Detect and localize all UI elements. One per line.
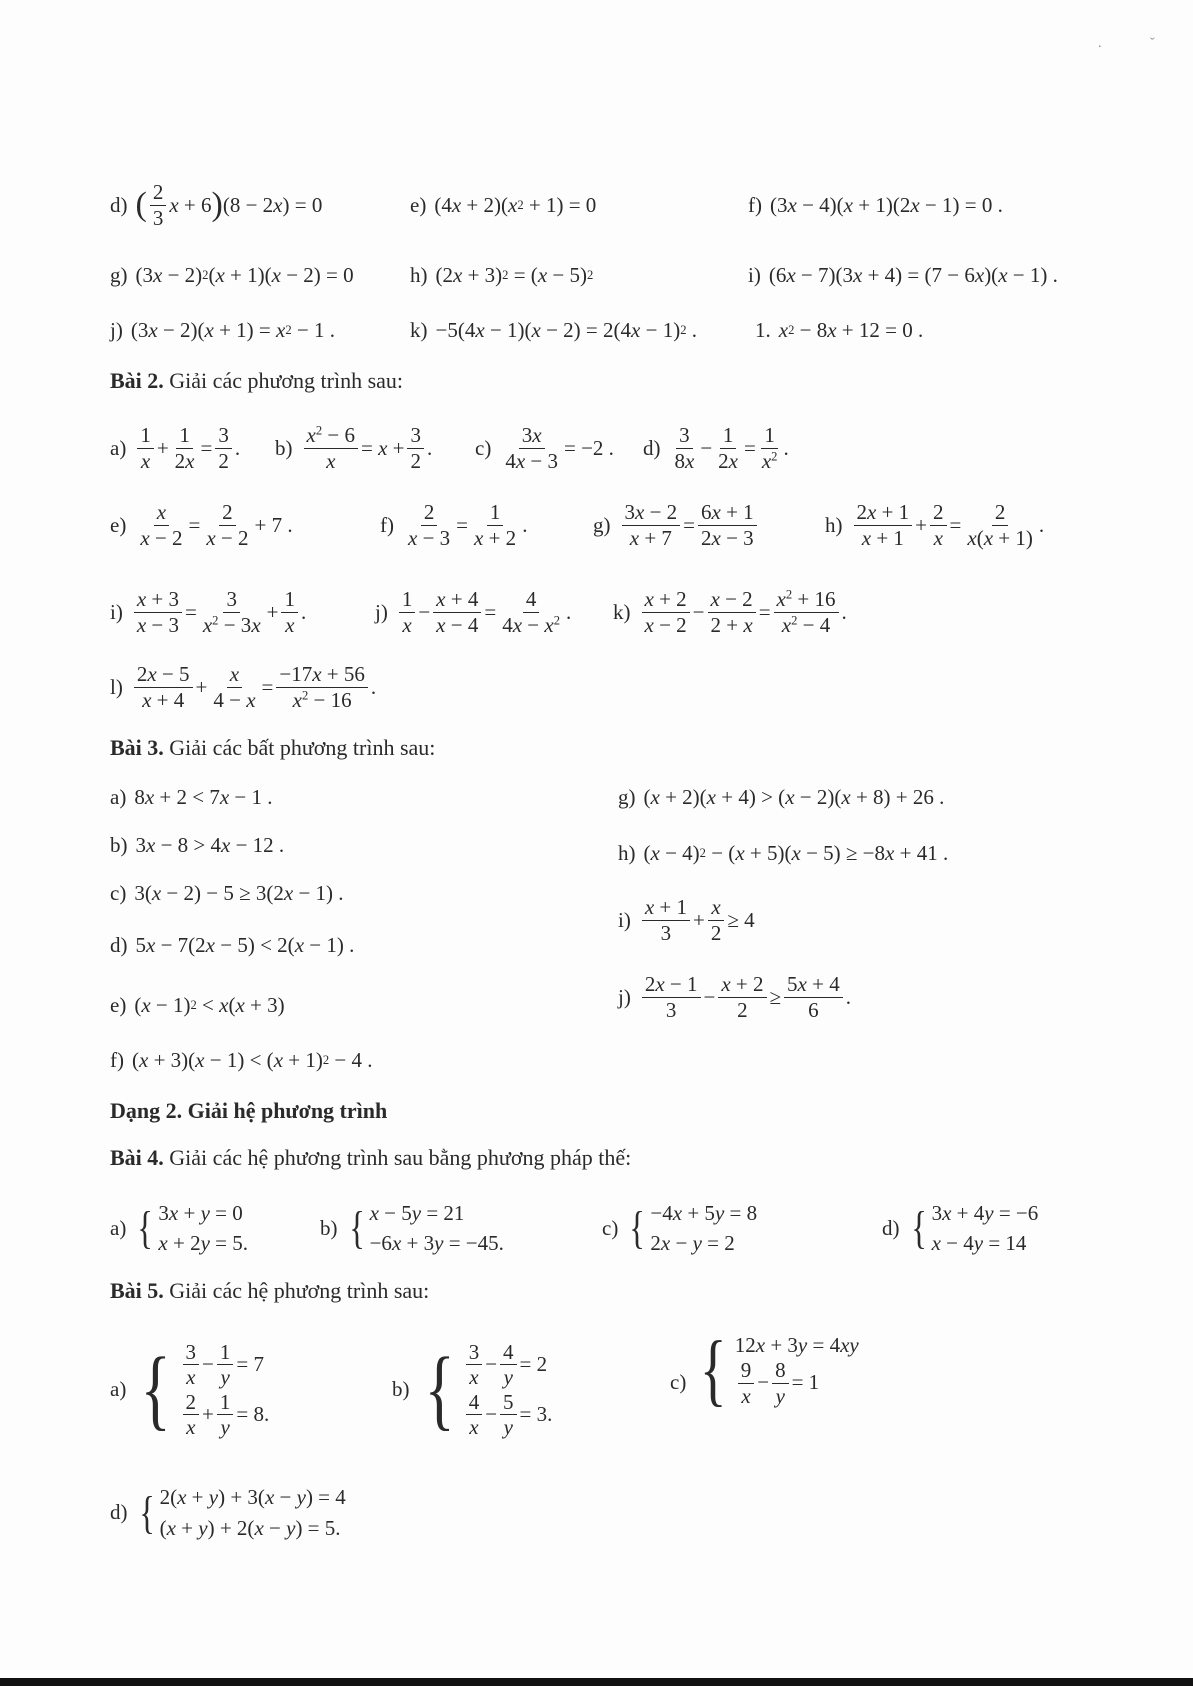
bai3-item-a: a) 8 x + 2 < 7 x − 1 .	[110, 784, 273, 809]
corner-mark-1: .	[1098, 36, 1102, 51]
bai2-item-k: k) $\frac{x + 2}{x - 2}$ − $\frac{x - 2}{2 + x}$ = $\frac{x^2 + 16}{x^2 - 4}$ .	[613, 587, 847, 637]
bai2-item-l: l) $\frac{2x - 5}{x + 4}$ + $\frac{x}{4 - x}$ = $\frac{-17x + 56}{x^2 - 16}$ .	[110, 662, 377, 712]
dang2-heading: Dạng 2. Giải hệ phương trình	[110, 1098, 388, 1123]
bai3-item-j: j) $\frac{2x - 1}{3}$ − $\frac{x + 2}{2}$ ≥ $\frac{5x + 4}{6}$ .	[618, 972, 851, 1022]
bai3-item-i: i) $\frac{x + 1}{3}$ + $\frac{x}{2}$ ≥ 4	[618, 895, 755, 945]
bai2-row-3	[110, 587, 1133, 637]
bai1-item-k: k) −5(4 x − 1)( x − 2) = 2(4 x − 1) 2 .	[410, 317, 697, 342]
bai4-item-c: c) { −4 x + 5 y = 8 2 x − y = 2	[602, 1200, 758, 1255]
bai3-item-d: d) 5 x − 7(2 x − 5) < 2( x − 1) .	[110, 932, 355, 957]
bai1-item-j: j) (3 x − 2)( x + 1) = x 2 − 1 .	[110, 317, 335, 342]
bai4-item-b: b) { x − 5 y = 21 −6 x + 3 y = −45.	[320, 1200, 504, 1255]
bai2-item-a: a) $\frac{1}{x}$ + $\frac{1}{2x}$ = $\frac{3}{2}$ .	[110, 423, 241, 473]
bai5-row-2	[110, 1480, 1133, 1545]
bai3-item-e: e) ( x − 1) 2 < x ( x + 3)	[110, 992, 285, 1017]
bai3-item-c: c) 3( x − 2) − 5 ≥ 3(2 x − 1) .	[110, 880, 344, 905]
bai2-row-2	[110, 500, 1133, 550]
bai2-item-d: d) $\frac{3}{8x}$ − $\frac{1}{2x}$ = $\frac{1}{x^2}$ .	[643, 423, 789, 473]
bai1-item-g: g) (3 x − 2) 2 ( x + 1)( x − 2) = 0	[110, 262, 354, 287]
bai1-item-e: e) (4 x + 2)( x 2 + 1) = 0	[410, 192, 597, 217]
bai2-heading: Bài 2. Giải các phương trình sau:	[110, 368, 404, 393]
bai2-item-i: i) $\frac{x + 3}{x - 3}$ = $\frac{3}{x^2 - 3x}$ + $\frac{1}{x}$ .	[110, 587, 307, 637]
bai1-item-i: i) (6 x − 7)(3 x + 4) = (7 − 6 x )( x − 1) .	[748, 262, 1058, 287]
bai5-heading: Bài 5. Giải các hệ phương trình sau:	[110, 1278, 430, 1303]
bai4-item-a: a) { 3 x + y = 0 x + 2 y = 5.	[110, 1200, 249, 1255]
bai5-item-c: c) { 12 x + 3 y = 4 xy $\frac{9}{x}$ − $\frac{8}{y}$ = 1	[670, 1326, 859, 1414]
bai2-row-4	[110, 662, 1133, 712]
bai2-item-j: j) $\frac{1}{x}$ − $\frac{x + 4}{x - 4}$ = $\frac{4}{4x - x^2}$ .	[375, 587, 572, 637]
bai5-item-d: d) { 2( x + y ) + 3( x − y ) = 4 ( x + y ) + 2( x − y ) = 5.	[110, 1485, 346, 1540]
bai1-item-f: f) (3 x − 4)( x + 1)(2 x − 1) = 0 .	[748, 192, 1003, 217]
bai1-item-l: 1. x 2 − 8 x + 12 = 0 .	[755, 317, 924, 342]
bai3-item-h: h) ( x − 4) 2 − ( x + 5)( x − 5) ≥ −8 x + 41 .	[618, 840, 949, 865]
bai2-item-b: b) $\frac{x^2 - 6}{x}$ = x + $\frac{3}{2}$ .	[275, 423, 433, 473]
bai1-item-h: h) (2 x + 3) 2 = ( x − 5) 2	[410, 262, 594, 287]
corner-mark-2: ˇ	[1150, 36, 1155, 51]
bai2-item-g: g) $\frac{3x - 2}{x + 7}$ = $\frac{6x + 1}{2x - 3}$	[593, 500, 760, 550]
bai5-item-a: a) { $\frac{3}{x}$ − $\frac{1}{y}$ = 7 $\frac{2}{x}$ + $\frac{1}{y}$ = 8.	[110, 1339, 270, 1439]
bai5-item-b: b) { $\frac{3}{x}$ − $\frac{4}{y}$ = 2 $\frac{4}{x}$ − $\frac{5}{y}$ = 3.	[392, 1339, 553, 1439]
bai1-item-d: d) ( $\frac{2}{3}$ x + 6 ) (8 − 2 x ) = 0	[110, 180, 323, 230]
bai3-item-g: g) ( x + 2)( x + 4) > ( x − 2)( x + 8) + 26 .	[618, 784, 945, 809]
bai4-row	[110, 1198, 1133, 1258]
bai1-row-2	[110, 250, 1133, 300]
bai3-item-b: b) 3 x − 8 > 4 x − 12 .	[110, 832, 285, 857]
bai1-row-3	[110, 305, 1133, 355]
bai2-row-1	[110, 423, 1133, 473]
bai2-item-f: f) $\frac{2}{x - 3}$ = $\frac{1}{x + 2}$ .	[380, 500, 528, 550]
bai4-item-d: d) { 3 x + 4 y = −6 x − 4 y = 14	[882, 1200, 1039, 1255]
bai4-heading: Bài 4. Giải các hệ phương trình sau bằng phương pháp thế:	[110, 1145, 632, 1170]
bai2-item-c: c) $\frac{3x}{4x - 3}$ = −2 .	[475, 423, 614, 473]
bai3-heading: Bài 3. Giải các bất phương trình sau:	[110, 735, 436, 760]
bai3-item-f: f) ( x + 3)( x − 1) < ( x + 1) 2 − 4 .	[110, 1047, 373, 1072]
scan-edge-bar	[0, 1678, 1193, 1686]
bai5-row-1	[110, 1322, 1133, 1457]
bai2-item-h: h) $\frac{2x + 1}{x + 1}$ + $\frac{2}{x}$ = $\frac{2}{x(x + 1)}$ .	[825, 500, 1045, 550]
bai2-item-e: e) $\frac{x}{x - 2}$ = $\frac{2}{x - 2}$ + 7 .	[110, 500, 293, 550]
bai1-row-1	[110, 180, 1133, 230]
